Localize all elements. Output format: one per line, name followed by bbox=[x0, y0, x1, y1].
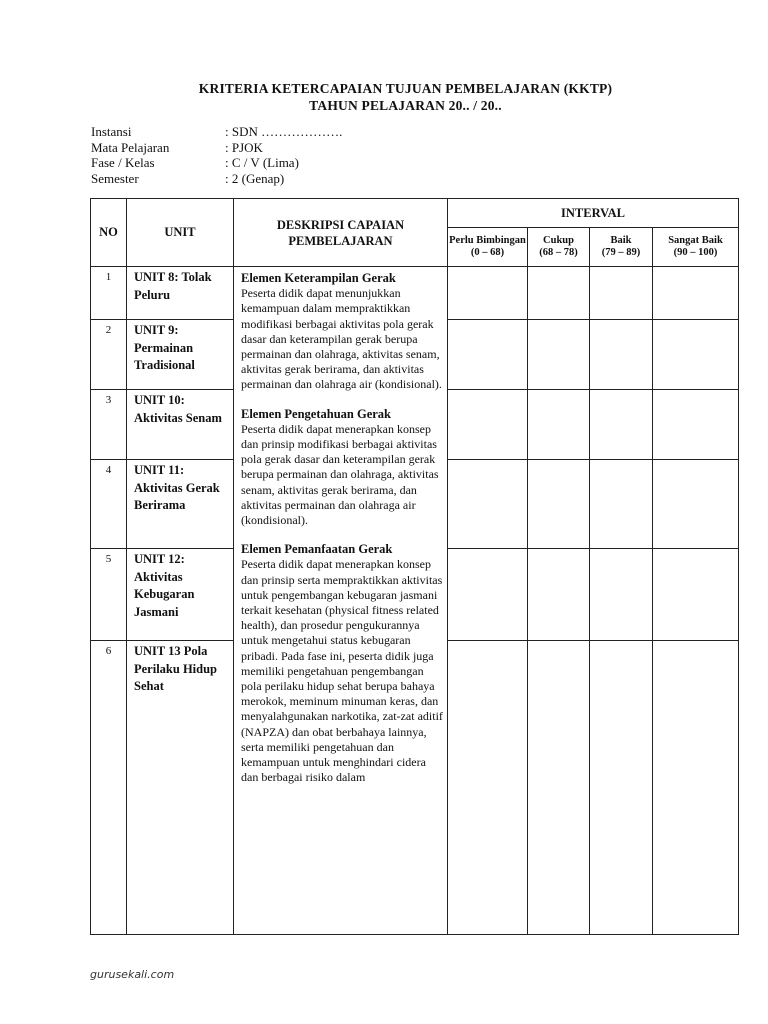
unit-name: UNIT 11: Aktivitas Gerak Berirama bbox=[127, 460, 234, 549]
info-label: Fase / Kelas bbox=[91, 155, 155, 170]
score-cell[interactable] bbox=[528, 320, 590, 390]
level-name: Baik bbox=[610, 234, 632, 246]
level-range: (68 – 78) bbox=[539, 247, 578, 258]
header-level-baik bbox=[590, 228, 653, 267]
level-range: (90 – 100) bbox=[673, 247, 718, 258]
row-number: 2 bbox=[91, 320, 127, 390]
score-cell[interactable] bbox=[590, 320, 653, 390]
score-cell[interactable] bbox=[448, 641, 528, 935]
info-value: : PJOK bbox=[225, 139, 263, 155]
score-cell[interactable] bbox=[448, 320, 528, 390]
header-unit: UNIT bbox=[127, 199, 234, 267]
info-value: : C / V (Lima) bbox=[225, 155, 299, 170]
score-cell[interactable] bbox=[528, 641, 590, 935]
row-number: 4 bbox=[91, 460, 127, 549]
unit-name: UNIT 9: Permainan Tradisional bbox=[127, 320, 234, 390]
score-cell[interactable] bbox=[528, 390, 590, 460]
info-row-fase-kelas bbox=[91, 155, 342, 171]
score-cell[interactable] bbox=[653, 641, 739, 935]
info-label: Semester bbox=[91, 170, 139, 186]
learning-outcome-description bbox=[234, 267, 448, 935]
score-cell[interactable] bbox=[448, 460, 528, 549]
table-row bbox=[91, 267, 739, 320]
header-description: DESKRIPSI CAPAIAN PEMBELAJARAN bbox=[234, 199, 448, 267]
score-cell[interactable] bbox=[590, 460, 653, 549]
row-number: 3 bbox=[91, 390, 127, 460]
score-cell[interactable] bbox=[528, 460, 590, 549]
header-level-cukup bbox=[528, 228, 590, 267]
section-heading: Elemen Keterampilan Gerak bbox=[241, 271, 396, 285]
footer-site: gurusekali.com bbox=[90, 968, 175, 981]
score-cell[interactable] bbox=[590, 267, 653, 320]
info-row-semester bbox=[91, 171, 342, 187]
section-heading: Elemen Pengetahuan Gerak bbox=[241, 406, 391, 421]
kktp-table bbox=[90, 198, 739, 935]
header-level-perlu-bimbingan bbox=[448, 228, 528, 267]
header-interval: INTERVAL bbox=[448, 199, 739, 228]
score-cell[interactable] bbox=[590, 390, 653, 460]
info-label: Instansi bbox=[91, 124, 132, 139]
section-text: Peserta didik dapat menunjukkan kemampuan dalam mempraktikkan modifikasi berbagai aktivitas pola gerak dasar dan keterampilan gerak berupa permainan dan olahraga, aktivitas senam, aktivitas gerak berirama, dan aktivitas permainan dan olahraga air (kondisional). bbox=[241, 286, 442, 392]
document-title bbox=[0, 80, 768, 114]
header-level-sangat-baik bbox=[653, 228, 739, 267]
unit-name: UNIT 8: Tolak Peluru bbox=[127, 267, 234, 320]
info-row-mata-pelajaran bbox=[91, 140, 342, 156]
score-cell[interactable] bbox=[590, 641, 653, 935]
score-cell[interactable] bbox=[590, 549, 653, 641]
header-no: NO bbox=[91, 199, 127, 267]
score-cell[interactable] bbox=[448, 267, 528, 320]
level-name: Perlu Bimbingan bbox=[449, 234, 526, 246]
info-block bbox=[91, 124, 342, 186]
unit-name: UNIT 10: Aktivitas Senam bbox=[127, 390, 234, 460]
level-range: (79 – 89) bbox=[601, 247, 641, 258]
score-cell[interactable] bbox=[653, 460, 739, 549]
info-label: Mata Pelajaran bbox=[91, 139, 170, 155]
score-cell[interactable] bbox=[653, 549, 739, 641]
score-cell[interactable] bbox=[653, 267, 739, 320]
info-row-instansi bbox=[91, 124, 342, 140]
section-text: Peserta didik dapat menerapkan konsep dan prinsip modifikasi berbagai aktivitas pola gerak dasar dan keterampilan gerak berupa permainan dan olahraga, aktivitas senam, aktivitas gerak berirama, dan aktivitas permainan dan olahraga air (kondisional). bbox=[241, 421, 439, 528]
section-text: Peserta didik dapat menerapkan konsep dan prinsip serta mempraktikkan aktivitas untuk pengembangan kebugaran jasmani terkait kesehatan (physical fitness related health), dan prosedur pengukurannya untuk mengetahui status kebugaran pribadi. Pada fase ini, peserta didik juga memiliki pengetahuan pengembangan pola perilaku hidup sehat berupa bahaya merokok, meminum minuman keras, dan menyalahgunakan narkotika, zat-zat aditif (NAPZA) dan obat berbahaya lainnya, serta memiliki pengetahuan dan kemampuan untuk menghindari cidera dan berbagai risiko dalam bbox=[241, 557, 443, 785]
info-value: : 2 (Genap) bbox=[225, 170, 285, 186]
row-number: 1 bbox=[91, 267, 127, 320]
score-cell[interactable] bbox=[448, 390, 528, 460]
unit-name: UNIT 13 Pola Perilaku Hidup Sehat bbox=[127, 641, 234, 935]
unit-name: UNIT 12: Aktivitas Kebugaran Jasmani bbox=[127, 549, 234, 641]
score-cell[interactable] bbox=[653, 320, 739, 390]
title-line-1: KRITERIA KETERCAPAIAN TUJUAN PEMBELAJARAN (KKTP) bbox=[198, 81, 613, 96]
row-number: 6 bbox=[91, 641, 127, 935]
score-cell[interactable] bbox=[528, 267, 590, 320]
level-name: Sangat Baik bbox=[668, 234, 723, 246]
info-value: : SDN ………………. bbox=[225, 124, 343, 139]
score-cell[interactable] bbox=[448, 549, 528, 641]
score-cell[interactable] bbox=[528, 549, 590, 641]
section-heading: Elemen Pemanfaatan Gerak bbox=[241, 542, 393, 557]
score-cell[interactable] bbox=[653, 390, 739, 460]
level-range: (0 – 68) bbox=[470, 247, 505, 258]
title-line-2: TAHUN PELAJARAN 20.. / 20.. bbox=[309, 98, 502, 113]
level-name: Cukup bbox=[543, 234, 574, 246]
row-number: 5 bbox=[91, 549, 127, 641]
